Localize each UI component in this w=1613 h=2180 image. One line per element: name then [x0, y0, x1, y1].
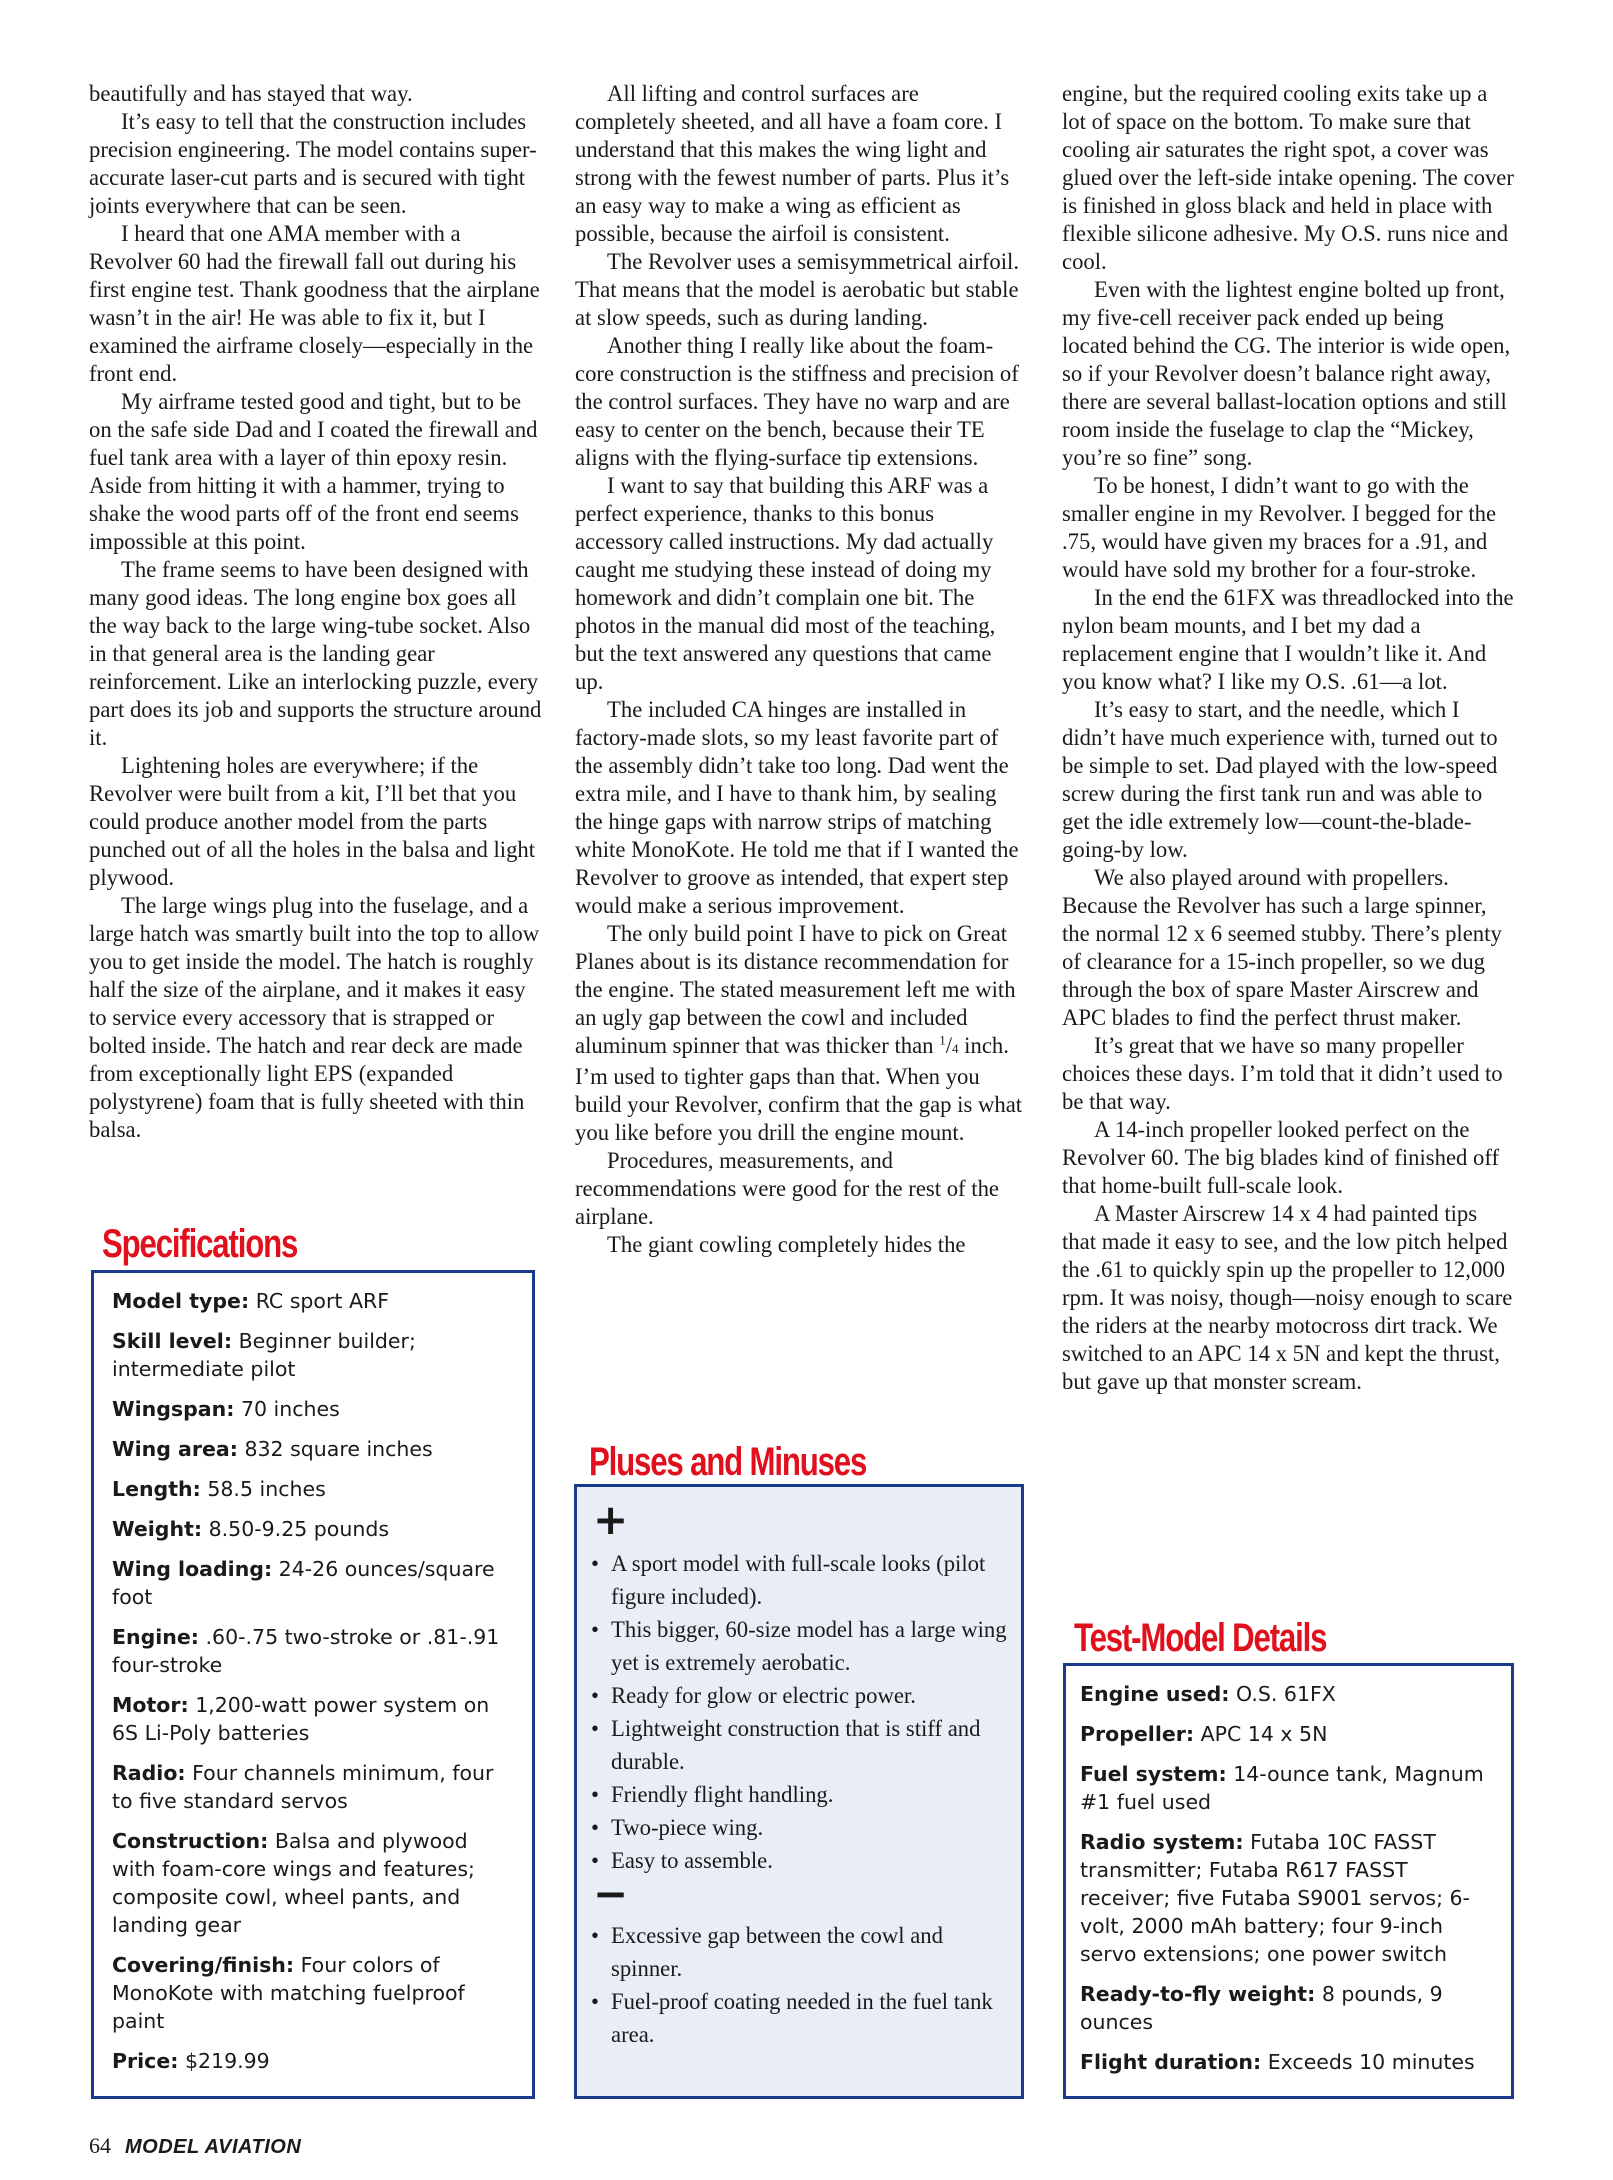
spec-item: Weight: 8.50-9.25 pounds [112, 1517, 390, 1541]
paragraph: The Revolver uses a semisymmetrical airfoil. That means that the model is aerobatic but stable at slow speeds, such as during landing. [575, 249, 1020, 330]
specifications-box [91, 1270, 535, 2099]
magazine-name: MODEL AVIATION [125, 2136, 302, 2158]
list-item: • Easy to assemble. [591, 1844, 1007, 1877]
paragraph: The large wings plug into the fuselage, and a large hatch was smartly built into the top to allow you to get inside the model. The hatch is roughly half the size of the airplane, and it makes it easy to service every accessory that is strapped or bolted inside. The hatch and rear deck are made from exceptionally light EPS (expanded polystyrene) foam that is fully sheeted with thin balsa. [89, 893, 540, 1142]
spec-item: Length: 58.5 inches [112, 1477, 326, 1501]
list-item: • Excessive gap between the cowl and spinner. [591, 1919, 1007, 1985]
paragraph: The giant cowling completely hides the [607, 1232, 966, 1257]
paragraph: Lightening holes are everywhere; if the Revolver were built from a kit, I’ll bet that you could produce another model from the parts punched out of all the holes in the balsa and light plywood. [89, 753, 536, 890]
test-model-heading: Test-Model Details [1074, 1616, 1327, 1660]
article-column-1 [89, 80, 545, 1144]
pluses-minuses-box [574, 1484, 1024, 2099]
spec-item: Wing loading: 24-26 ounces/square foot [112, 1557, 495, 1609]
paragraph: The frame seems to have been designed with many good ideas. The long engine box goes all the way back to the large wing-tube socket. Also in that general area is the landing gear reinforcement. Like an interlocking puzzle, every part does its job and supports the structure around it. [89, 557, 542, 750]
spec-item: Radio: Four channels minimum, four to five standard servos [112, 1761, 494, 1813]
minuses-list [591, 1919, 1007, 2051]
minus-icon: − [593, 1869, 629, 1918]
list-item: • Ready for glow or electric power. [591, 1679, 1007, 1712]
text: The only build point I have to pick on Great Planes about is its distance recommendation for the engine. The stated measurement left me with an ugly gap between the cowl and included aluminum spinner that was thicker than [575, 921, 1016, 1058]
paragraph: To be honest, I didn’t want to go with the smaller engine in my Revolver. I begged for the .75, would have given my braces for a .91, and would have sold my brother for a four-stroke. [1062, 473, 1497, 582]
paragraph: A 14-inch propeller looked perfect on the Revolver 60. The big blades kind of finished off that home-built full-scale look. [1062, 1117, 1500, 1198]
test-item: Radio system: Futaba 10C FASST transmitter; Futaba R617 FASST receiver; five Futaba S9001 servos; 6-volt, 2000 mAh battery; four 9-inch servo extensions; one power switch [1080, 1830, 1470, 1966]
text: inch. I’m used to tighter gaps than that. When you build your Revolver, confirm that the gap is what you like before you drill the engine mount. [575, 1033, 1023, 1145]
paragraph: engine, but the required cooling exits take up a lot of space on the bottom. To make sure that cooling air saturates the right spot, a cover was glued over the left-side intake opening. The cover is finished in gloss black and held in place with flexible silicone adhesive. My O.S. runs nice and cool. [1062, 81, 1514, 274]
paragraph: It’s easy to tell that the construction includes precision engineering. The model contains super-accurate laser-cut parts and is secured with tight joints everywhere that can be seen. [89, 109, 537, 218]
spec-item: Motor: 1,200-watt power system on 6S Li-Poly batteries [112, 1693, 490, 1745]
paragraph-engine-gap: The only build point I have to pick on Great Planes about is its distance recommendation for the engine. The stated measurement left me with an ugly gap between the cowl and included aluminum spinner that was thicker than $^1$/4 inch. I’m used to tighter gaps than that. When you build your Revolver, confirm that the gap is what you like before you drill the engine mount. [575, 921, 1023, 1145]
paragraph: I want to say that building this ARF was a perfect experience, thanks to this bonus accessory called instructions. My dad actually caught me studying these instead of doing my homework and didn’t complain one bit. The photos in the manual did most of the teaching, but the text answered any questions that came up. [575, 473, 996, 694]
paragraph: Procedures, measurements, and recommendations were good for the rest of the airplane. [575, 1148, 999, 1229]
pluses-list [591, 1547, 1007, 1877]
test-item: Flight duration: Exceeds 10 minutes [1080, 2050, 1475, 2074]
plus-icon: + [593, 1495, 629, 1544]
paragraph: A Master Airscrew 14 x 4 had painted tips that made it easy to see, and the low pitch helped the .61 to quickly spin up the propeller to 12,000 rpm. It was noisy, though—noisy enough to scare the riders at the nearby motocross dirt track. We switched to an APC 14 x 5N and kept the thrust, but gave up that monster scream. [1062, 1201, 1513, 1394]
page-number: 64 [89, 2133, 111, 2158]
test-model-box [1063, 1663, 1514, 2099]
spec-item: Covering/finish: Four colors of MonoKote with matching fuelproof paint [112, 1953, 465, 2033]
spec-item: Price: $219.99 [112, 2049, 270, 2073]
article-column-2 [575, 80, 1025, 1259]
test-item: Fuel system: 14-ounce tank, Magnum #1 fuel used [1080, 1762, 1484, 1814]
specifications-heading: Specifications [102, 1222, 298, 1266]
list-item: • Friendly flight handling. [591, 1778, 1007, 1811]
list-item: • A sport model with full-scale looks (pilot figure included). [591, 1547, 1007, 1613]
paragraph: We also played around with propellers. Because the Revolver has such a large spinner, the normal 12 x 6 seemed stubby. There’s plenty of clearance for a 15-inch propeller, so we dug through the box of spare Master Airscrew and APC blades to find the perfect thrust maker. [1062, 865, 1502, 1030]
spec-item: Skill level: Beginner builder; intermediate pilot [112, 1329, 416, 1381]
list-item: • Fuel-proof coating needed in the fuel tank area. [591, 1985, 1007, 2051]
pluses-minuses-heading: Pluses and Minuses [589, 1440, 867, 1484]
list-item: • Two-piece wing. [591, 1811, 1007, 1844]
article-column-3 [1062, 80, 1514, 1396]
paragraph: beautifully and has stayed that way. [89, 81, 413, 106]
spec-item: Model type: RC sport ARF [112, 1289, 390, 1313]
paragraph: It’s great that we have so many propeller choices these days. I’m told that it didn’t used to be that way. [1062, 1033, 1503, 1114]
paragraph: It’s easy to start, and the needle, which I didn’t have much experience with, turned out to be simple to set. Dad played with the low-speed screw during the first tank run and was able to get the idle extremely low—count-the-blade-going-by low. [1062, 697, 1498, 862]
spec-item: Engine: .60-.75 two-stroke or .81-.91 four-stroke [112, 1625, 500, 1677]
paragraph: Another thing I really like about the foam-core construction is the stiffness and precision of the control surfaces. They have no warp and are easy to center on the bench, because their TE aligns with the flying-surface tip extensions. [575, 333, 1019, 470]
paragraph: In the end the 61FX was threadlocked into the nylon beam mounts, and I bet my dad a replacement engine that I wouldn’t like it. And you know what? I like my O.S. .61—a lot. [1062, 585, 1514, 694]
paragraph: The included CA hinges are installed in factory-made slots, so my least favorite part of the assembly didn’t take too long. Dad went the extra mile, and I have to thank him, by sealing the hinge gaps with narrow strips of matching white MonoKote. He told me that if I wanted the Revolver to groove as intended, that expert step would make a serious improvement. [575, 697, 1019, 918]
paragraph: My airframe tested good and tight, but to be on the safe side Dad and I coated the firewall and fuel tank area with a layer of thin epoxy resin. Aside from hitting it with a hammer, trying to shake the wood parts off of the front end seems impossible at this point. [89, 389, 538, 554]
fraction-denominator: 4 [952, 1041, 959, 1056]
page-footer [89, 2133, 301, 2159]
fraction-numerator: 1 [939, 1032, 946, 1048]
list-item: • This bigger, 60-size model has a large wing yet is extremely aerobatic. [591, 1613, 1007, 1679]
list-item: • Lightweight construction that is stiff and durable. [591, 1712, 1007, 1778]
paragraph: Even with the lightest engine bolted up front, my five-cell receiver pack ended up being located behind the CG. The interior is wide open, so if your Revolver doesn’t balance right away, there are several ballast-location options and still room inside the fuselage to clap the “Mickey, you’re so fine” song. [1062, 277, 1511, 470]
spec-item: Wing area: 832 square inches [112, 1437, 433, 1461]
paragraph: I heard that one AMA member with a Revolver 60 had the firewall fall out during his first engine test. Thank goodness that the airplane wasn’t in the air! He was able to fix it, but I examined the airframe closely—especially in the front end. [89, 221, 540, 386]
paragraph: All lifting and control surfaces are completely sheeted, and all have a foam core. I understand that this makes the wing light and strong with the fewest number of parts. Plus it’s an easy way to make a wing as efficient as possible, because the airfoil is consistent. [575, 81, 1010, 246]
spec-item: Construction: Balsa and plywood with foam-core wings and features; composite cowl, wheel pants, and landing gear [112, 1829, 475, 1937]
test-item: Ready-to-fly weight: 8 pounds, 9 ounces [1080, 1982, 1443, 2034]
test-item: Engine used: O.S. 61FX [1080, 1682, 1336, 1706]
spec-item: Wingspan: 70 inches [112, 1397, 340, 1421]
test-item: Propeller: APC 14 x 5N [1080, 1722, 1328, 1746]
